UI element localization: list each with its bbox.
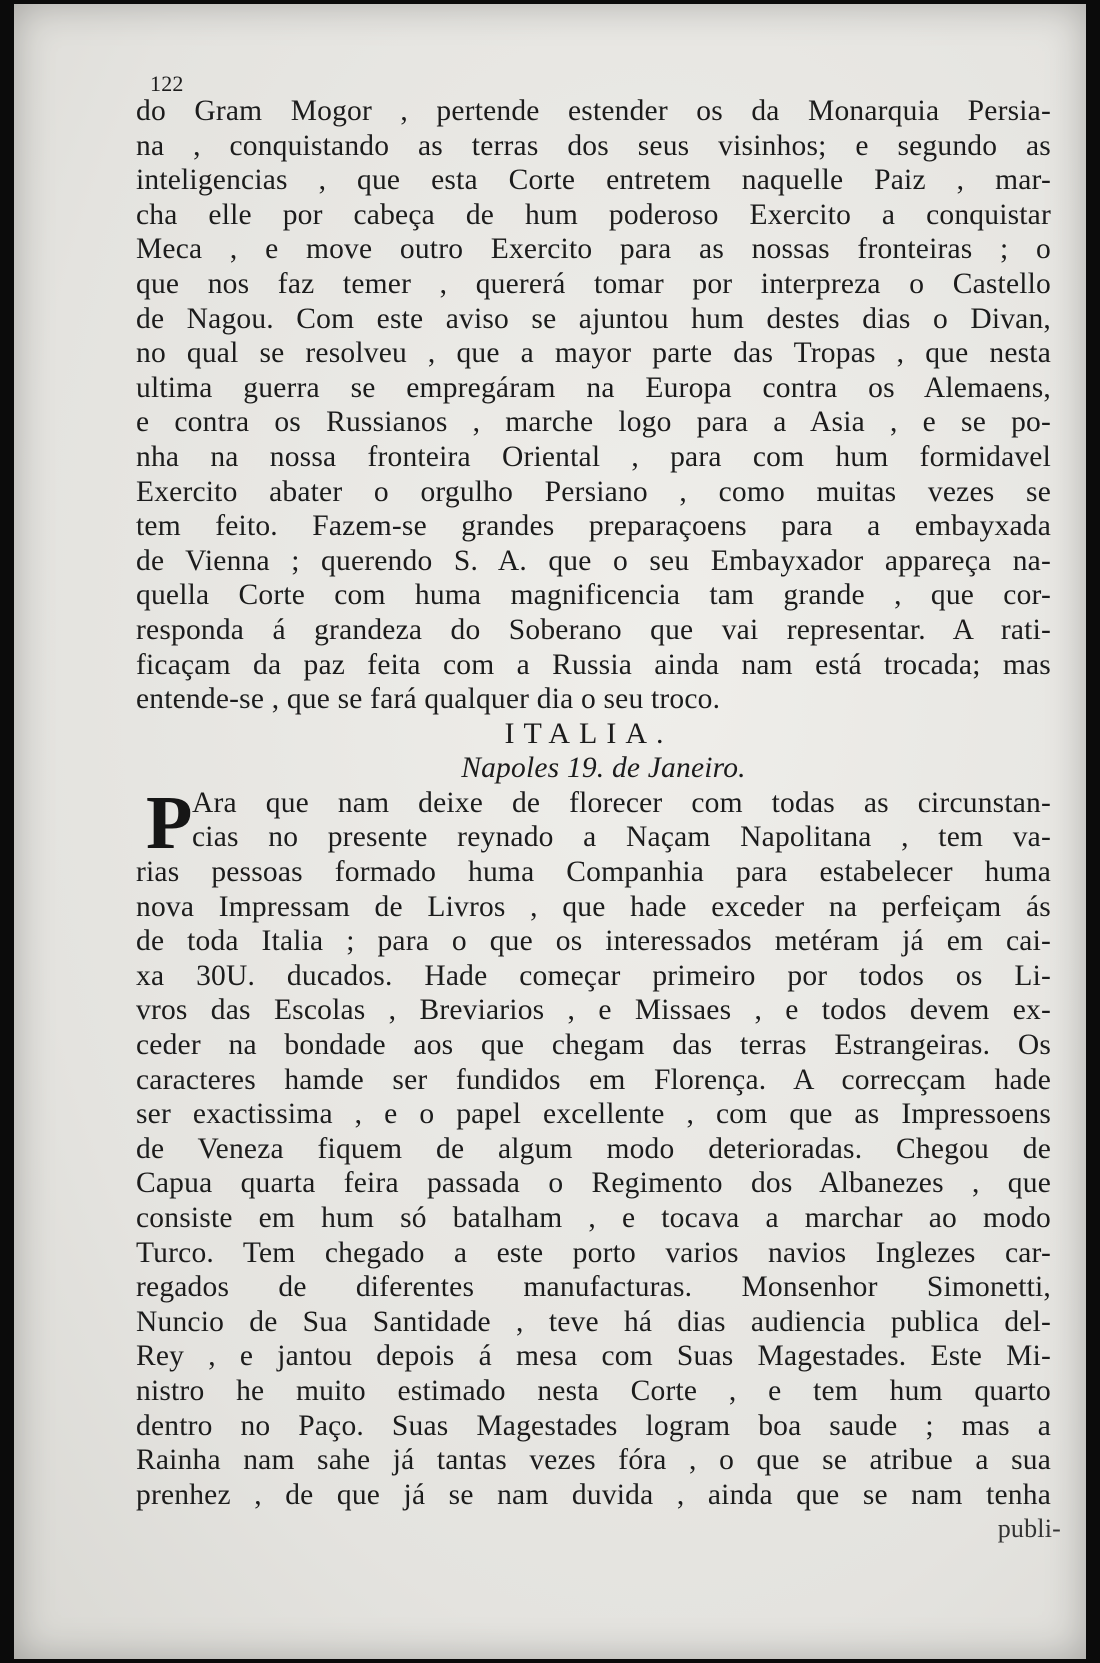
text-line: quella Corte com huma magnificencia tam grande , que cor- xyxy=(136,579,1051,612)
text-line: que nos faz temer , quererá tomar por interpreza o Castello xyxy=(136,267,1051,300)
drop-cap: P xyxy=(146,780,193,865)
text-line: de Vienna ; querendo S. A. que o seu Embayxador appareça na- xyxy=(136,544,1051,577)
text-line: responda á grandeza do Soberano que vai representar. A rati- xyxy=(136,613,1051,646)
text-line: Meca , e move outro Exercito para as nossas fronteiras ; o xyxy=(136,233,1051,266)
text-line: consiste em hum só batalham , e tocava a marchar ao modo xyxy=(136,1202,1051,1234)
text-line: Ara que nam deixe de florecer com todas as circunstan- xyxy=(192,786,1051,819)
text-line: vros das Escolas , Breviarios , e Missaes , e todos devem ex- xyxy=(136,994,1051,1027)
text-line: do Gram Mogor , pertende estender os da Monarquia Persia- xyxy=(136,95,1051,127)
text-line: de Veneza fiquem de algum modo deterioradas. Chegou de xyxy=(136,1132,1051,1165)
text-line: de toda Italia ; para o que os interessados metéram já em cai- xyxy=(136,925,1051,958)
text-line: rias pessoas formado huma Companhia para estabelecer huma xyxy=(136,856,1051,889)
page-text xyxy=(136,71,1061,1546)
text-line: dentro no Paço. Suas Magestades logram boa saude ; mas a xyxy=(136,1409,1051,1442)
page-number: 122 xyxy=(150,71,184,96)
text-line: ficaçam da paz feita com a Russia ainda nam está trocada; mas xyxy=(136,648,1051,681)
text-line: tem feito. Fazem-se grandes preparaçoens para a embayxada xyxy=(136,510,1051,543)
text-line: de Nagou. Com este aviso se ajuntou hum destes dias o Divan, xyxy=(136,302,1051,335)
text-line: prenhez , de que já se nam duvida , ainda que se nam tenha xyxy=(136,1478,1051,1511)
text-line: ceder na bondade aos que chegam das terras Estrangeiras. Os xyxy=(136,1029,1051,1062)
text-line: entende-se , que se fará qualquer dia o seu troco. xyxy=(136,683,721,716)
text-line: nha na nossa fronteira Oriental , para com hum formidavel xyxy=(136,440,1051,473)
text-line: na , conquistando as terras dos seus visinhos; e segundo as xyxy=(136,129,1051,162)
text-line: ultima guerra se empregáram na Europa contra os Alemaens, xyxy=(136,371,1051,404)
paragraph-naples-news xyxy=(136,780,1051,1512)
text-line: cias no presente reynado a Naçam Napolitana , tem va- xyxy=(192,821,1051,854)
text-line: no qual se resolveu , que a mayor parte das Tropas , que nesta xyxy=(136,337,1051,370)
paragraph-turkey-news xyxy=(136,94,1051,717)
dateline: Napoles 19. de Janeiro. xyxy=(461,752,746,785)
text-line: caracteres hamde ser fundidos em Florença. A correcçam hade xyxy=(136,1063,1051,1096)
text-line: inteligencias , que esta Corte entretem naquelle Paiz , mar- xyxy=(136,164,1051,197)
text-line: cha elle por cabeça de hum poderoso Exercito a conquistar xyxy=(136,198,1051,231)
text-line: nistro he muito estimado nesta Corte , e tem hum quarto xyxy=(136,1374,1051,1407)
catchword: publi- xyxy=(997,1514,1061,1544)
text-line: regados de diferentes manufacturas. Monsenhor Simonetti, xyxy=(136,1271,1051,1304)
text-line: nova Impressam de Livros , que hade exceder na perfeiçam ás xyxy=(136,890,1051,923)
text-line: ser exactissima , e o papel excellente , com que as Impressoens xyxy=(136,1098,1051,1131)
section-heading: ITALIA. xyxy=(504,716,673,750)
text-line: Capua quarta feira passada o Regimento dos Albanezes , que xyxy=(136,1167,1051,1200)
text-line: Turco. Tem chegado a este porto varios navios Inglezes car- xyxy=(136,1236,1051,1269)
text-line: xa 30U. ducados. Hade começar primeiro por todos os Li- xyxy=(136,959,1051,992)
text-line: Rainha nam sahe já tantas vezes fóra , o que se atribue a sua xyxy=(136,1444,1051,1477)
text-line: e contra os Russianos , marche logo para a Asia , e se po- xyxy=(136,406,1051,439)
text-line: Nuncio de Sua Santidade , teve há dias audiencia publica del- xyxy=(136,1305,1051,1338)
text-line: Exercito abater o orgulho Persiano , como muitas vezes se xyxy=(136,475,1051,508)
text-line: Rey , e jantou depois á mesa com Suas Magestades. Este Mi- xyxy=(136,1340,1051,1373)
document-page xyxy=(14,4,1086,1659)
